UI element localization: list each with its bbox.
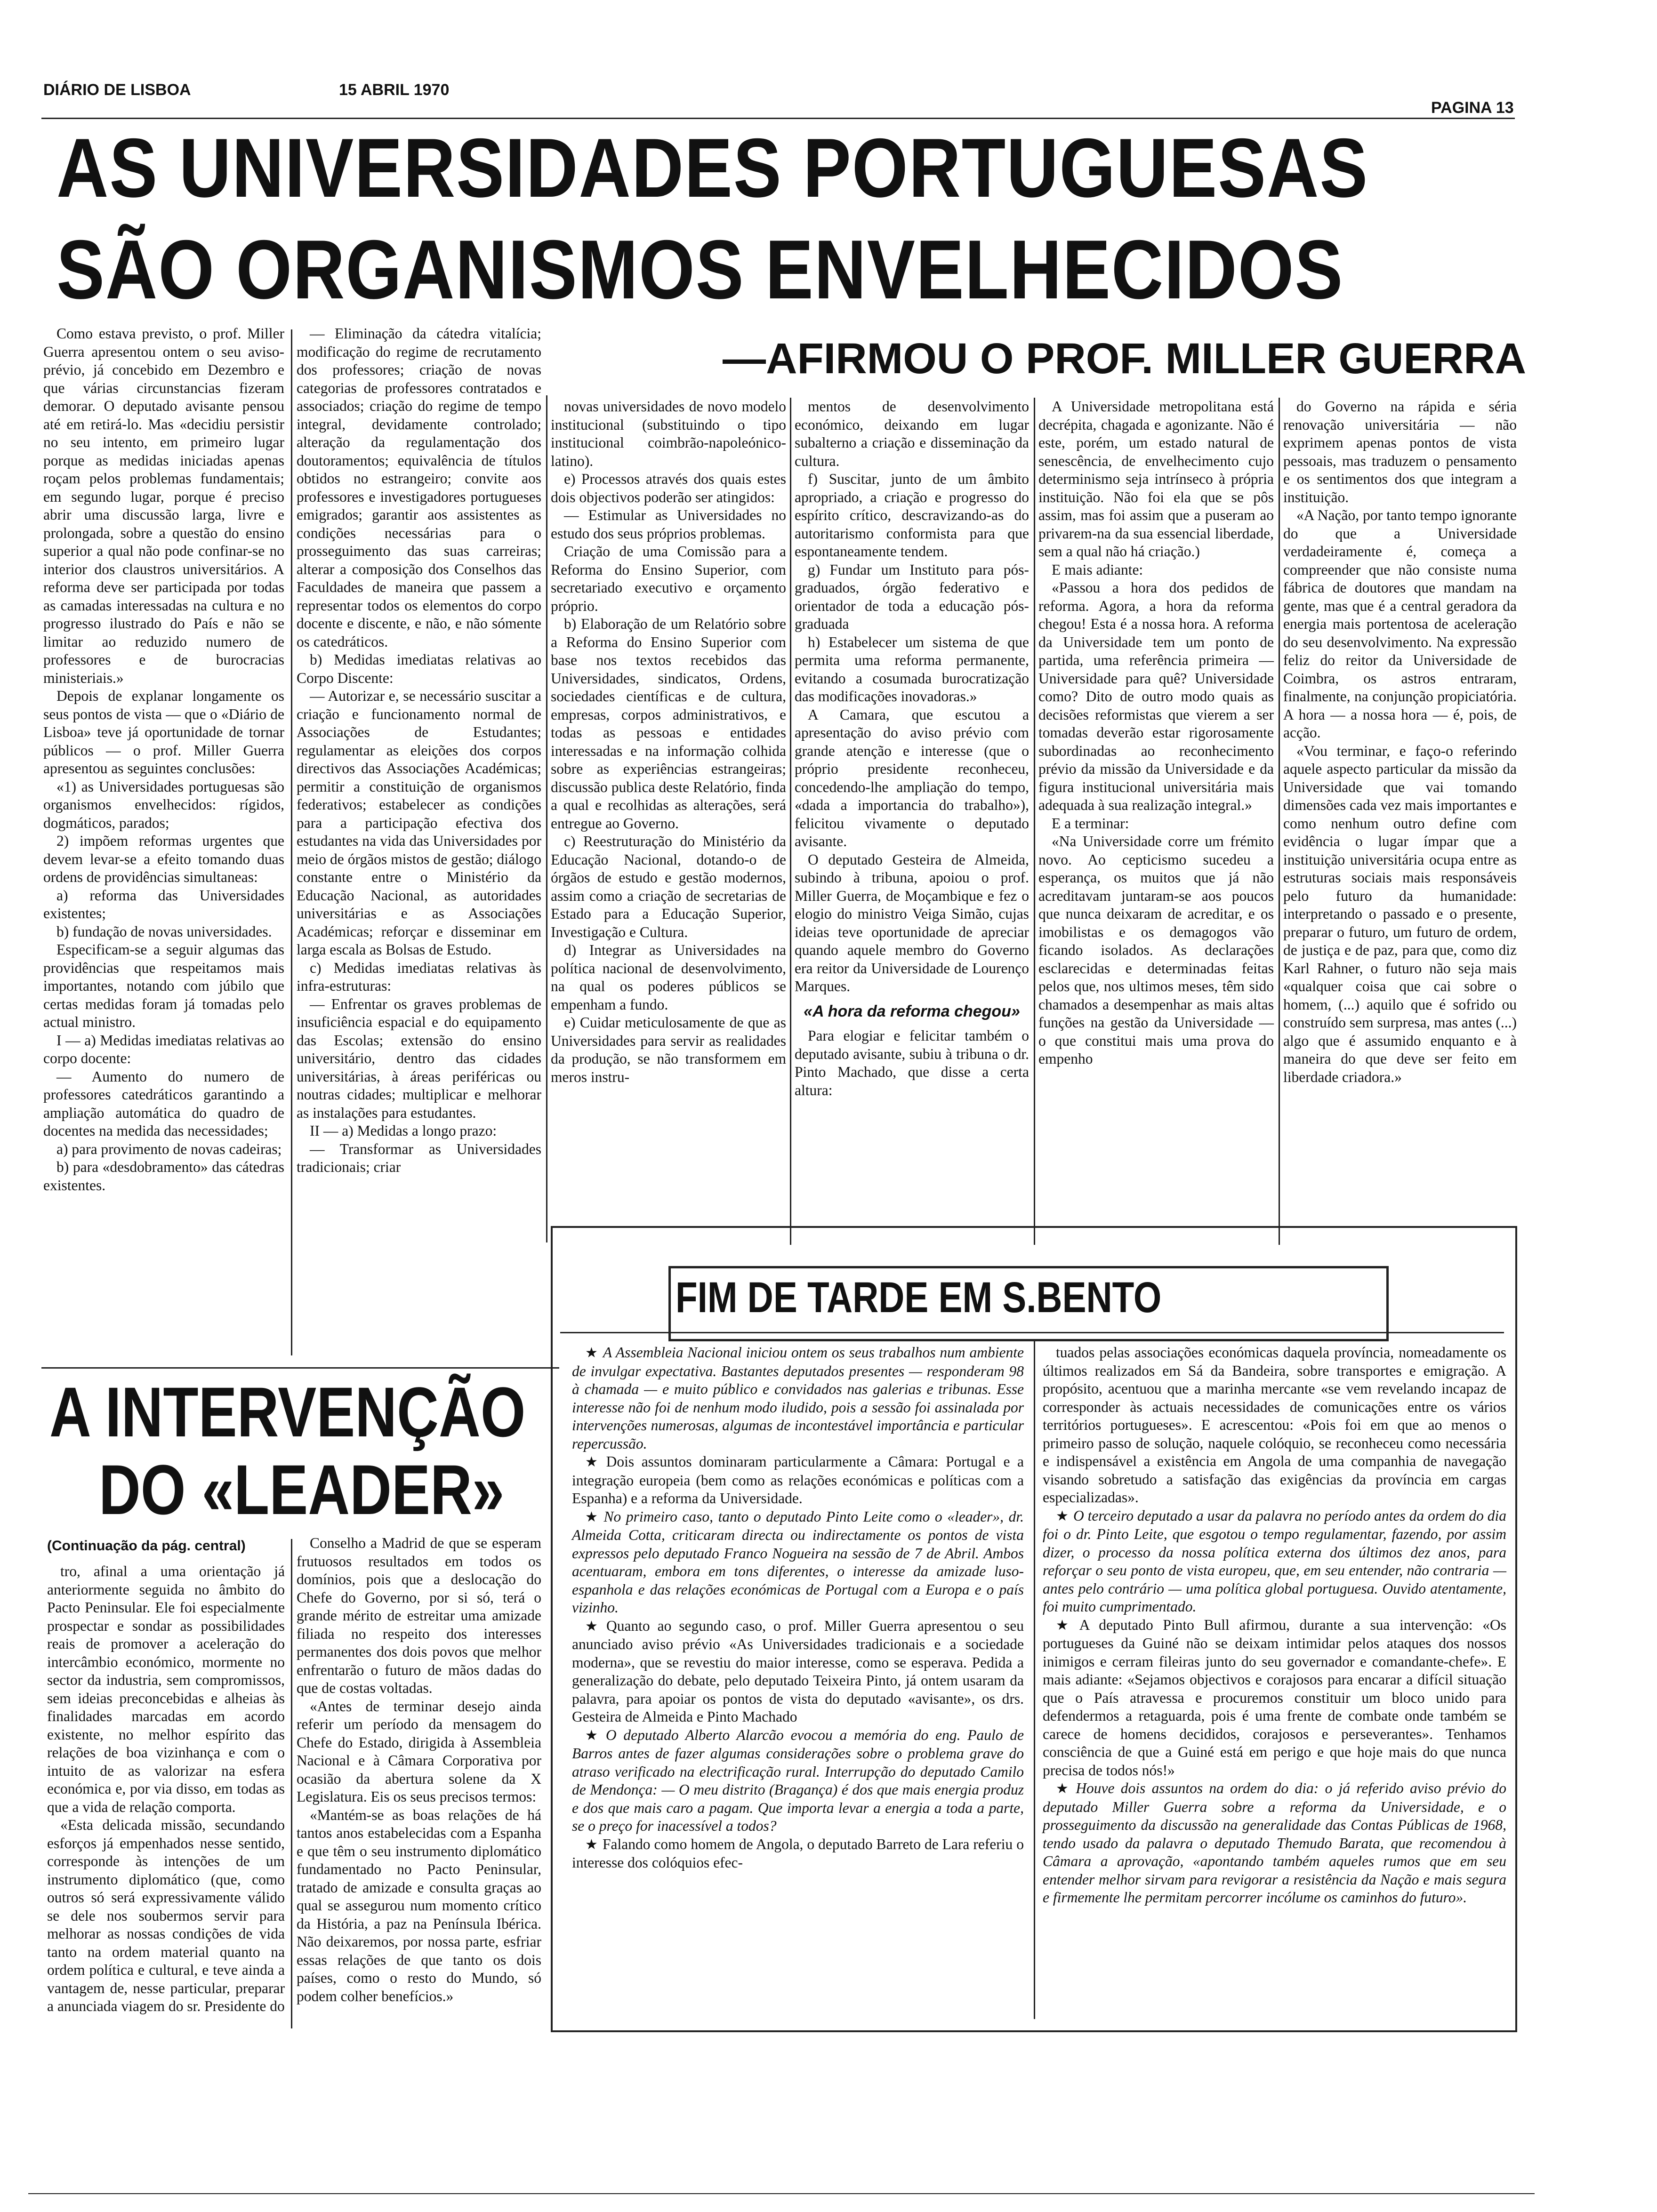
paragraph: Conselho a Madrid de que se esperam frutuosos resultados em todos os domínios, pois que a deslocação do Chefe do Governo, por si só, terá o grande mérito de estreitar uma amizade filiada no respeito dos interesses permanentes dos dois povos que melhor enfrentarão o futuro de mãos dadas do que de costas voltadas.	[297, 1535, 541, 1696]
leader-column-1	[47, 1563, 285, 2016]
box-rule	[560, 1332, 1504, 1333]
paragraph: b) fundação de novas universidades.	[56, 923, 272, 940]
news-item-text: Quanto ao segundo caso, o prof. Miller Guerra apresentou o seu anunciado aviso prévio «As Universidades tradicionais e a sociedade moderna», que se revestiu do maior interesse, como se esperava. Pedida a generalização do debate, pelo deputado Teixeira Pinto, já ontem usaram da palavra, para apoiar os pontos de vista do deputado «avisante», os drs. Gesteira de Almeida e Pinto Machado	[572, 1617, 1024, 1725]
footer-rule	[28, 2193, 1535, 2194]
article-column-6	[1283, 398, 1517, 1086]
paragraph: a) reforma das Universidades existentes;	[43, 887, 284, 922]
paragraph: II — a) Medidas a longo prazo:	[310, 1122, 497, 1139]
article-column-4	[795, 398, 1029, 1099]
news-item	[572, 1508, 1024, 1617]
issue-date: 15 ABRIL 1970	[339, 81, 450, 99]
paragraph: f) Suscitar, junto de um âmbito apropriado, a criação e progresso do espírito crítico, descravizando-as do autoritarismo conformista para que espontaneamente tendem.	[795, 471, 1029, 560]
paragraph: tro, afinal a uma orientação já anteriormente seguida no âmbito do Pacto Peninsular. Ele foi especialmente prospectar e sondar as possibilidades reais de promover a aceleração do intercâmbio económico, mormente no sector da industria, sem compromissos, sem ideias preconcebidas e alheias às finalidades marcadas em acordo existente, no melhor espírito das relações de boa vizinhança e com o intuito de as valorizar na esfera económica e, por via disso, em todas as que a vida de relação comporta.	[47, 1563, 285, 1815]
star-icon: ★	[585, 1618, 602, 1635]
leader-column-2	[297, 1534, 541, 2005]
headline-line1: AS UNIVERSIDADES PORTUGUESAS	[56, 121, 1369, 215]
paragraph: novas universidades de novo modelo institucional (substituindo o tipo institucional coimbrão-napoleónico-latino).	[551, 398, 786, 469]
paragraph: A Universidade metropolitana está decrépita, chagada e agonizante. Não é este, porém, um estado natural de senescência, de envelhecimento cujo determinismo seja intrínseco à própria instituição. Não foi ela que se pôs assim, mas foi assim que a puseram ao privarem-na da sua essencial liberdade, sem a qual não há criação.)	[1038, 398, 1274, 560]
paragraph: Criação de uma Comissão para a Reforma do Ensino Superior, com secretariado executivo e orçamento próprio.	[551, 543, 786, 614]
leader-headline-line1: A INTERVENÇÃO	[49, 1372, 526, 1451]
paragraph: Especificam-se a seguir algumas das providências que respeitamos mais importantes, notando com júbilo que certas medidas foram já tomadas pelo actual ministro.	[43, 941, 284, 1030]
column-rule	[1034, 398, 1035, 1245]
star-icon: ★	[1056, 1780, 1071, 1797]
article-column-2	[297, 325, 541, 1177]
news-item-text: O deputado Alberto Alarcão evocou a memória do eng. Paulo de Barros antes de fazer algumas considerações sobre o problema grave do atraso verificado na electrificação rural. Interrupção do deputado Camilo de Mendonça: — O meu distrito (Bragança) é dos que mais energia produz e dos que mais caro a pagam. Que importa levar a energia a toda a parte, se o preço for inacessível a todos?	[572, 1726, 1024, 1834]
leader-headline-line2: DO «LEADER»	[99, 1450, 505, 1529]
paragraph: — Enfrentar os graves problemas de insuficiência espacial e do equipamento das Escolas; extensão do ensino universitário, dentro das cidades universitárias, à áreas periféricas ou noutras cidades; multiplicar e melhorar as instalações para estudantes.	[297, 995, 541, 1121]
paragraph: d) Integrar as Universidades na política nacional de desenvolvimento, na qual os poderes públicos se empenham a fundo.	[551, 942, 786, 1013]
paragraph: do Governo na rápida e séria renovação universitária — não exprimem apenas pontos de vista pessoais, mas traduzem o pensamento e os sentimentos dos que integram a instituição.	[1283, 398, 1517, 505]
news-item	[1043, 1344, 1506, 1507]
paragraph: «Passou a hora dos pedidos de reforma. Agora, a hora da reforma chegou! Esta é a nossa hora. A reforma da Universidade tem um ponto de partida, uma referência primeira — Universidade para quê? Universidade como? Dito de outro modo quais as decisões reformistas que vierem a ser tomadas deverão estar rigorosamente subordinadas ao reconhecimento prévio da missão da Universidade e da figura institucional universitária mais adequada à sua realização integral.»	[1038, 579, 1274, 813]
news-item	[572, 1835, 1024, 1872]
paragraph: «Vou terminar, e faço-o referindo aquele aspecto particular da missão da Universidade que vai tomando dimensões cada vez mais importantes e como nenhum outro define com evidência o lugar ímpar que a instituição universitária ocupa entre as estruturas sociais mais responsáveis pelo futuro da humanidade: interpretando o passado e o presente, preparar o futuro, um futuro de ordem, de justiça e de paz, para que, como diz Karl Rahner, o futuro não seja mais «qualquer coisa que cai sobre o homem, (...) aquilo que é sofrido ou construído sem surpresa, mas antes (...) algo que é assumido enquanto e à maneira do que deve ser feito em liberdade criadora.»	[1283, 742, 1517, 1085]
continuation-note: (Continuação da pág. central)	[47, 1538, 246, 1554]
paragraph: — Autorizar e, se necessário suscitar a criação e funcionamento normal de Associações de Estudantes; regulamentar as eleições dos corpos directivos das Associações Académicas; permitir a constituição de organismos federativos; estabelecer as condições para a participação efectiva dos estudantes na vida das Universidades por meio de órgãos mistos de gestão; diálogo constante entre o Ministério da Educação Nacional, as autoridades universitárias e as Associações Académicas; reforçar e disseminar em larga escala as Bolsas de Estudo.	[297, 688, 541, 958]
paragraph: E a terminar:	[1052, 815, 1129, 832]
column-rule	[291, 329, 292, 1355]
star-icon: ★	[1056, 1617, 1075, 1634]
paragraph: b) Medidas imediatas relativas ao Corpo Discente:	[297, 651, 541, 686]
subheading: «A hora da reforma chegou»	[804, 1002, 1020, 1020]
news-item	[1043, 1507, 1506, 1616]
paragraph: «Mantém-se as boas relações de há tantos anos estabelecidas com a Espanha e que têm o seu instrumento diplomático fundamentado no Pacto Peninsular, tratado de amizade e consulta graças ao qual se assegurou num momento crítico da História, a paz na Península Ibérica. Não deixaremos, por nossa parte, esfriar essas relações de que tanto os dois países, como o resto do Mundo, só podem colher benefícios.»	[297, 1806, 541, 2004]
article-column-1	[43, 325, 284, 1194]
paragraph: Para elogiar e felicitar também o deputado avisante, subiu à tribuna o dr. Pinto Machado, que disse a certa altura:	[795, 1027, 1029, 1098]
paragraph: c) Reestruturação do Ministério da Educação Nacional, dotando-o de órgãos de estudo e gestão modernos, assim como a criação de secretarias de Estado para a Educação Superior, Investigação e Cultura.	[551, 833, 786, 940]
paragraph: e) Processos através dos quais estes dois objectivos poderão ser atingidos:	[551, 471, 786, 505]
fim-de-tarde-title: FIM DE TARDE EM S.BENTO	[676, 1274, 1162, 1322]
paragraph: «1) as Universidades portuguesas são organismos envelhecidos: rígidos, dogmáticos, parados;	[43, 778, 284, 831]
paragraph: A Camara, que escutou a apresentação do aviso prévio com grande atenção e interesse (que o próprio presidente reconheceu, concedendo-lhe ampliação do tempo, «dada a importancia do trabalho»), felicitou vivamente o deputado avisante.	[795, 706, 1029, 850]
newspaper-name: DIÁRIO DE LISBOA	[43, 81, 191, 99]
star-icon: ★	[585, 1836, 598, 1853]
column-rule	[1279, 398, 1280, 1245]
column-rule	[546, 395, 547, 1242]
paragraph: — Estimular as Universidades no estudo dos seus próprios problemas.	[551, 507, 786, 542]
paragraph: a) para provimento de novas cadeiras;	[56, 1140, 282, 1157]
page-number: PAGINA 13	[1431, 99, 1514, 117]
news-item	[572, 1344, 1024, 1453]
article-column-5	[1038, 398, 1274, 1068]
paragraph: — Aumento do numero de professores catedráticos garantindo a ampliação automática do quadro de docentes na medida das necessidades;	[43, 1068, 284, 1139]
paragraph: Depois de explanar longamente os seus pontos de vista — que o «Diário de Lisboa» teve já oportunidade de tornar públicos — o prof. Miller Guerra apresentou as seguintes conclusões:	[43, 688, 284, 777]
paragraph: I — a) Medidas imediatas relativas ao corpo docente:	[43, 1032, 284, 1066]
news-item-text: Houve dois assuntos na ordem do dia: o já referido aviso prévio do deputado Miller Guerra sobre a reforma da Universidade, e o prosseguimento da discussão na generalidade das Contas Públicas de 1968, tendo usado da palavra o deputado Themudo Barata, que recomendou à Câmara a aprovação, «apontando também aqueles rumos que em seu entender melhor sirvam para revigorar a resistência da Nação e mais segura e firmemente lhe permitam percorrer incólume os caminhos do futuro».	[1043, 1780, 1506, 1906]
paragraph: Como estava previsto, o prof. Miller Guerra apresentou ontem o seu aviso-prévio, já concebido em Dezembro e que várias circunstancias fizeram demorar. O deputado avisante pensou até em retirá-lo. Mas «decidiu persistir no seu intento, em primeiro lugar porque as medidas iniciadas apenas roçam pelos problemas fundamentais; em segundo lugar, porque é preciso abrir uma discussão larga, livre e prolongada, sobre a questão do ensino superior a qual não pode confinar-se no interior dos claustros universitários. A reforma deve ser participada por todas as camadas interessadas na cultura e no progresso ilustrado do País e não se limitar ao reduzido numero de professores e de burocracias ministeriais.»	[43, 325, 284, 686]
article-column-3	[551, 398, 786, 1086]
headline-attribution: —AFIRMOU O PROF. MILLER GUERRA	[723, 335, 1527, 383]
column-rule	[1034, 1341, 1035, 2019]
fim-column-1	[572, 1344, 1024, 1872]
paragraph: b) para «desdobramento» das cátedras existentes.	[43, 1159, 284, 1194]
header-rule	[41, 118, 1515, 119]
star-icon: ★	[585, 1727, 601, 1744]
news-item-text: O terceiro deputado a usar da palavra no período antes da ordem do dia foi o dr. Pinto Leite, que esgotou o tempo regulamentar, fazendo, por assim dizer, o processo da nossa política externa dos últimos dez anos, para reforçar o seu ponto de vista europeu, que, em seu entender, não contraria — antes pelo contrário — uma política global portuguesa. Ouvido atentamente, foi muito cumprimentado.	[1043, 1507, 1506, 1615]
column-rule	[291, 1539, 292, 2028]
paragraph: «Esta delicada missão, secundando esforços já empenhados nesse sentido, corresponde às intenções de um instrumento diplomático (que, como outros só será expressivamente válido se dele nos soubermos servir para melhorar as nossas condições de vida tanto na ordem material quanto na ordem política e cultural, e teve ainda a vantagem de, nesse particular, preparar a anunciada viagem do sr. Presidente do	[47, 1817, 285, 2014]
news-item	[1043, 1779, 1506, 1907]
star-icon: ★	[585, 1508, 599, 1525]
paragraph: «Na Universidade corre um frémito novo. Ao cepticismo sucedeu a esperança, os muitos que já não acreditavam juntaram-se aos poucos que nunca deixaram de acreditar, e os imobilistas e os demagogos vão ficando isolados. As declarações esclarecidas e determinadas feitas pelos que, nos ultimos meses, têm sido chamados a desempenhar as mais altas funções na gestão da Universidade — o que constitui mais uma prova do empenho	[1038, 833, 1274, 1067]
news-item-text: Dois assuntos dominaram particularmente a Câmara: Portugal e a integração europeia (bem como as relações económicas e políticas com a Espanha) e a reforma da Universidade.	[572, 1453, 1024, 1507]
paragraph: — Eliminação da cátedra vitalícia; modificação do regime de recrutamento dos professores; criação de novas categorias de professores contratados e associados; criação do regime de tempo integral, devidamente controlado; alteração da regulamentação dos doutoramentos; equivalência de títulos obtidos no estrangeiro; convite aos professores e investigadores portugueses emigrados; garantir aos assistentes as condições necessárias para o prosseguimento das suas carreiras; alterar a composição dos Conselhos das Faculdades de maneira que passem a representar todos os elementos do corpo docente e discente, e não, e não sómente os catedráticos.	[297, 325, 541, 650]
star-icon: ★	[585, 1345, 598, 1361]
column-rule	[790, 398, 791, 1245]
paragraph: b) Elaboração de um Relatório sobre a Reforma do Ensino Superior com base nos textos recebidos das Universidades, sindicatos, Ordens, sociedades científicas e de cultura, empresas, corpos administrativos, e todas as pessoas e entidades interessadas e na informação colhida sobre as experiências estrangeiras; discussão publica deste Relatório, finda a qual e recolhidas as alterações, será entregue ao Governo.	[551, 616, 786, 832]
paragraph: e) Cuidar meticulosamente de que as Universidades para servir as realidades da produção, se não transformem em meros instru-	[551, 1014, 786, 1085]
fim-column-2	[1043, 1344, 1506, 1907]
paragraph: g) Fundar um Instituto para pós-graduados, órgão federativo e orientador de toda a educação pós-graduada	[795, 561, 1029, 632]
news-item-text: A Assembleia Nacional iniciou ontem os seus trabalhos num ambiente de invulgar expectativa. Bastantes deputados presentes — responderam 98 à chamada — e muito público e convidados nas galerias e tribunas. Esse interesse não foi de nenhum modo iludido, pois a sessão foi assinalada por intervenções numerosas, algumas de incontestável importância e particular repercussão.	[572, 1344, 1024, 1452]
news-item	[572, 1453, 1024, 1508]
news-item	[572, 1617, 1024, 1726]
headline-line2: SÃO ORGANISMOS ENVELHECIDOS	[56, 223, 1344, 316]
paragraph: c) Medidas imediatas relativas às infra-estruturas:	[297, 959, 541, 994]
news-item-text: tuados pelas associações económicas daquela província, nomeadamente os últimos realizados em Sá da Bandeira, sobre transportes e emigração. A propósito, acentuou que a marinha mercante «se vem revelando incapaz de corresponder às actuais necessidades de comunicações entre os vários territórios portugueses». E acrescentou: «Pois foi em que ao menos o primeiro passo de solução, naquele colóquio, se reconheceu como necessária e indispensável a existência em Angola de uma companhia de navegação visando sobretudo a satisfação das exigências da província em cargas especializadas».	[1043, 1344, 1506, 1506]
news-item	[1043, 1616, 1506, 1780]
paragraph: h) Estabelecer um sistema de que permita uma reforma permanente, evitando a cosumada burocratização das modificações inovadoras.»	[795, 633, 1029, 705]
news-item	[572, 1726, 1024, 1835]
paragraph: O deputado Gesteira de Almeida, subindo à tribuna, apoiou o prof. Miller Guerra, de Moçambique e fez o elogio do ministro Veiga Simão, cujas ideias teve oportunidade de apreciar quando aquele membro do Governo era reitor da Universidade de Lourenço Marques.	[795, 851, 1029, 994]
paragraph: «A Nação, por tanto tempo ignorante do que a Universidade verdadeiramente é, começa a compreender que não consiste numa fábrica de doutores que mandam na gente, mas que é a central geradora da energia mais portentosa de aceleração do seu desenvolvimento. Na expressão feliz do reitor da Universidade de Coimbra, os astros entraram, finalmente, na conjunção propiciatória. A hora — a nossa hora — é, pois, de acção.	[1283, 507, 1517, 741]
paragraph: — Transformar as Universidades tradicionais; criar	[297, 1140, 541, 1175]
paragraph: «Antes de terminar desejo ainda referir um período da mensagem do Chefe do Estado, dirigida à Assembleia Nacional e à Câmara Corporativa por ocasião da abertura solene da X Legislatura. Eis os seus precisos termos:	[297, 1698, 541, 1805]
news-item-text: A deputado Pinto Bull afirmou, durante a sua intervenção: «Os portugueses da Guiné não se deixam intimidar pelos ataques dos nossos inimigos e cerram fileiras junto do seu governador e comandante-chefe». E mais adiante: «Sejamos objectivos e corajosos para encarar a difícil situação que o País atravessa e procuremos constituir um bloco unido para defendermos a retaguarda, pois é uma frente de combate onde também se carece de homens decididos, corajosos e perseverantes». Tenhamos consciência de que a Guiné está em perigo e que hoje mais do que nunca precisa de todos nós!»	[1043, 1616, 1506, 1779]
section-rule	[41, 1367, 559, 1369]
news-item-text: Falando como homem de Angola, o deputado Barreto de Lara referiu o interesse dos colóquios efec-	[572, 1835, 1024, 1871]
paragraph: 2) impõem reformas urgentes que devem levar-se a efeito tomando duas ordens de providências simultaneas:	[43, 833, 284, 885]
star-icon: ★	[1056, 1507, 1069, 1524]
paragraph: E mais adiante:	[1052, 561, 1143, 578]
news-item-text: No primeiro caso, tanto o deputado Pinto Leite como o «leader», dr. Almeida Cotta, criticaram directa ou indirectamente os pontos de vista expressos pelo deputado Franco Nogueira na sessão de 7 de Abril. Ambos acentuaram, embora em tons diferentes, o interesse da amizade luso-espanhola e das relações económicas de Portugal com a Europa e o país vizinho.	[572, 1508, 1024, 1616]
star-icon: ★	[585, 1454, 602, 1470]
paragraph: mentos de desenvolvimento económico, deixando em lugar subalterno a criação e disseminação da cultura.	[795, 398, 1029, 469]
